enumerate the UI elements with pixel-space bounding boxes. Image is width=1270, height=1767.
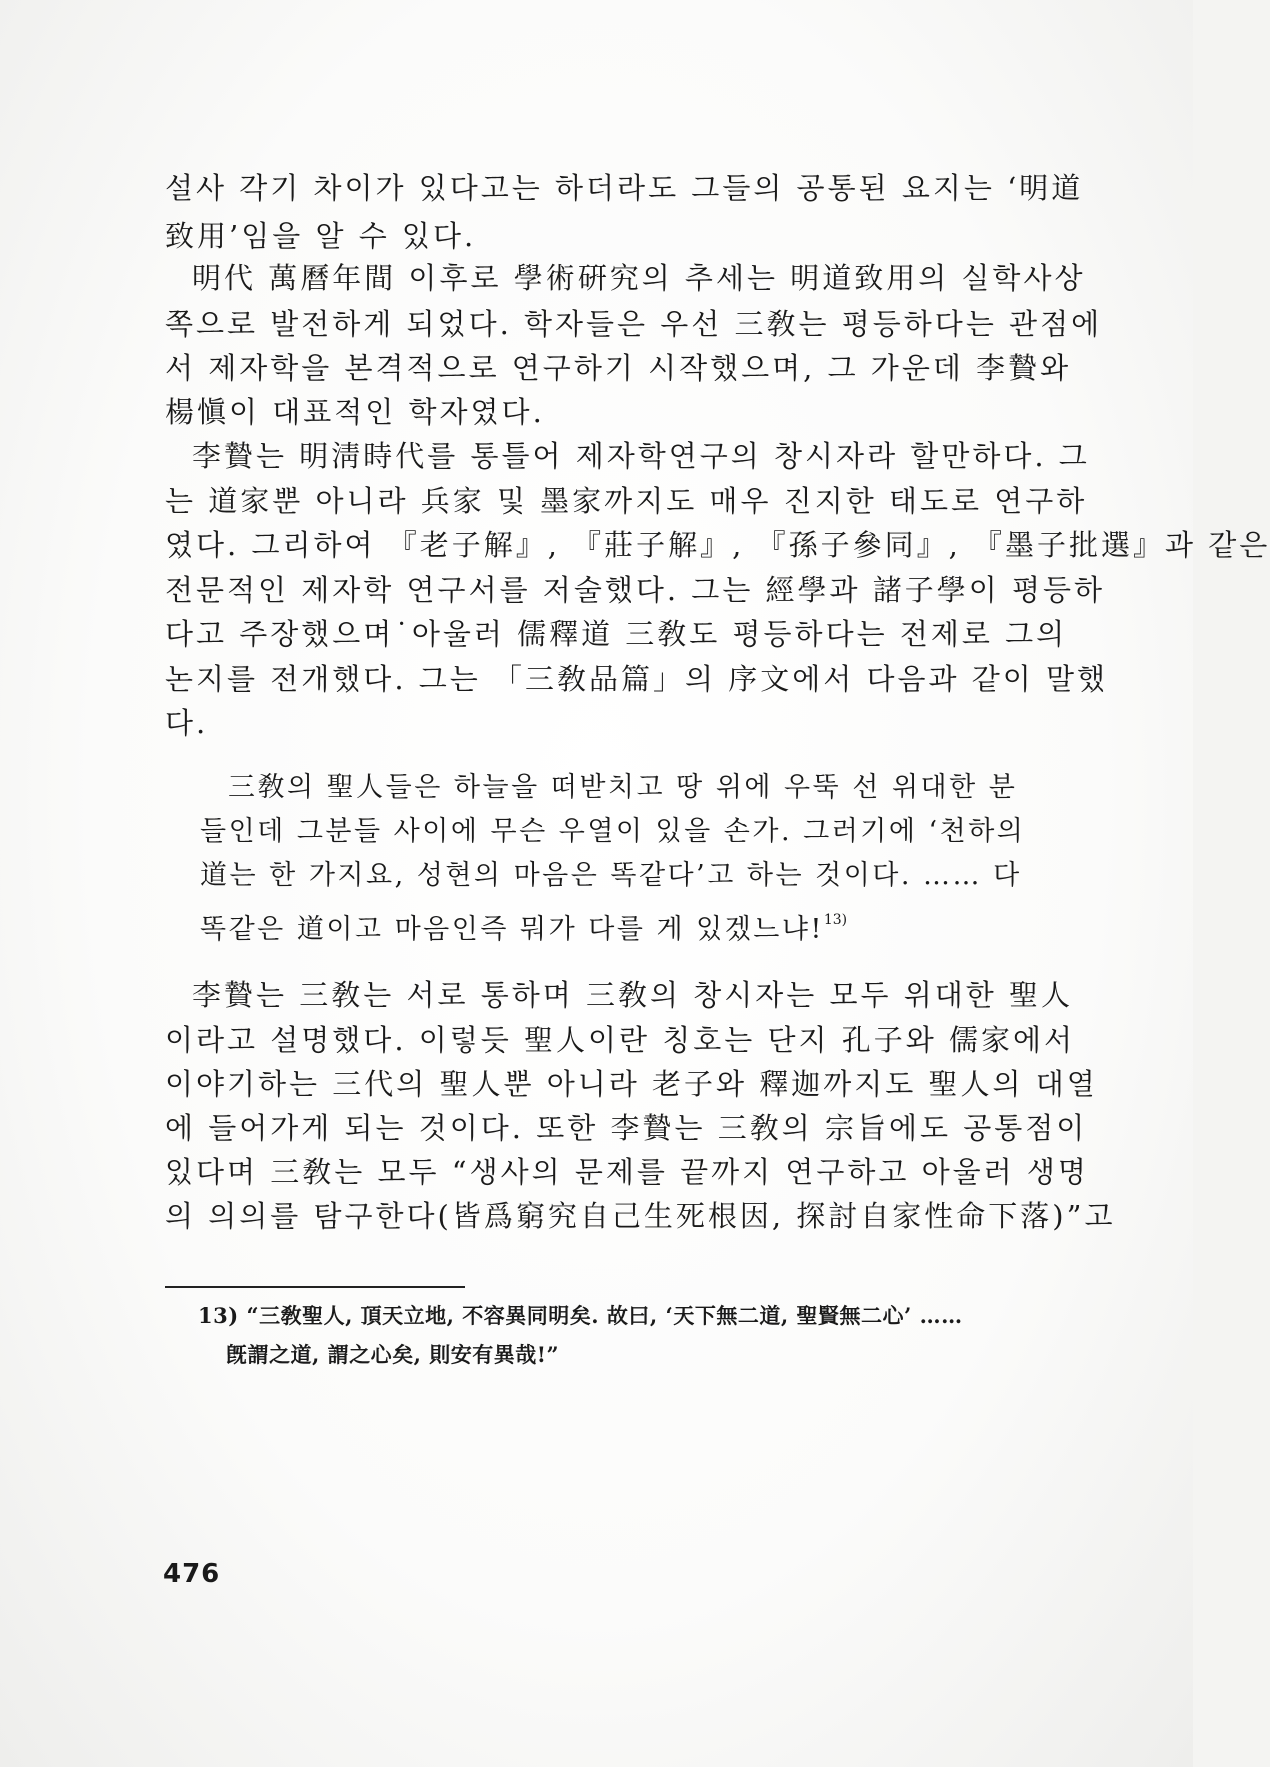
block-quote-text: 똑같은 道이고 마음인즉 뭐가 다를 게 있겠느냐!	[200, 914, 824, 945]
body-line: 이라고 설명했다. 이렇듯 聖人이란 칭호는 단지 孔子와 儒家에서	[165, 1023, 1076, 1057]
footnote-number: 13)	[198, 1303, 239, 1328]
footnote-line	[198, 1296, 1058, 1336]
footnote-line: 旣謂之道, 謂之心矣, 則安有異哉!”	[226, 1342, 560, 1367]
body-line: 楊愼이 대표적인 학자였다.	[165, 395, 545, 429]
body-line: 다.	[165, 706, 209, 740]
body-line: 있다며 三敎는 모두 “생사의 문제를 끝까지 연구하고 아울러 생명	[165, 1155, 1089, 1189]
body-line: 李贄는 明淸時代를 통틀어 제자학연구의 창시자라 할만하다. 그	[192, 439, 1090, 473]
footnote-divider	[165, 1286, 465, 1288]
block-quote-line: 道는 한 가지요, 성현의 마음은 똑같다’고 하는 것이다. …… 다	[200, 860, 1022, 891]
page-number: 476	[163, 1559, 221, 1589]
body-line: 다고 주장했으며˙아울러 儒釋道 三敎도 평등하다는 전제로 그의	[165, 617, 1068, 651]
footnote-reference: 13)	[823, 912, 848, 928]
body-line: 전문적인 제자학 연구서를 저술했다. 그는 經學과 諸子學이 평등하	[165, 573, 1106, 607]
body-line: 이야기하는 三代의 聖人뿐 아니라 老子와 釋迦까지도 聖人의 대열	[165, 1067, 1098, 1101]
body-line: 에 들어가게 되는 것이다. 또한 李贄는 三敎의 宗旨에도 공통점이	[165, 1111, 1088, 1145]
block-quote-line: 三敎의 聖人들은 하늘을 떠받치고 땅 위에 우뚝 선 위대한 분	[228, 772, 1018, 803]
body-line: 였다. 그리하여 『老子解』, 『莊子解』, 『孫子參同』, 『墨子批選』과 같은	[165, 528, 1270, 562]
body-line: 논지를 전개했다. 그는 「三敎品篇」의 序文에서 다음과 같이 말했	[165, 662, 1109, 696]
footnote-text: “三敎聖人, 頂天立地, 不容異同明矣. 故曰, ‘天下無二道, 聖賢無二心’ ……	[246, 1303, 963, 1328]
body-line: 쪽으로 발전하게 되었다. 학자들은 우선 三敎는 평등하다는 관점에	[165, 307, 1103, 341]
body-line: 致用’임을 알 수 있다.	[165, 219, 477, 253]
body-line: 李贄는 三敎는 서로 통하며 三敎의 창시자는 모두 위대한 聖人	[192, 978, 1073, 1012]
body-line: 의 의의를 탐구한다(皆爲窮究自己生死根因, 探討自家性命下落)”고	[165, 1199, 1116, 1233]
block-quote-line	[200, 892, 1020, 948]
body-line: 明代 萬曆年間 이후로 學術硏究의 추세는 明道致用의 실학사상	[192, 261, 1086, 295]
block-quote-line: 들인데 그분들 사이에 무슨 우열이 있을 손가. 그러기에 ‘천하의	[200, 816, 1026, 847]
body-line: 는 道家뿐 아니라 兵家 및 墨家까지도 매우 진지한 태도로 연구하	[165, 484, 1088, 518]
body-line: 설사 각기 차이가 있다고는 하더라도 그들의 공통된 요지는 ‘明道	[165, 171, 1084, 205]
body-line: 서 제자학을 본격적으로 연구하기 시작했으며, 그 가운데 李贄와	[165, 351, 1072, 385]
